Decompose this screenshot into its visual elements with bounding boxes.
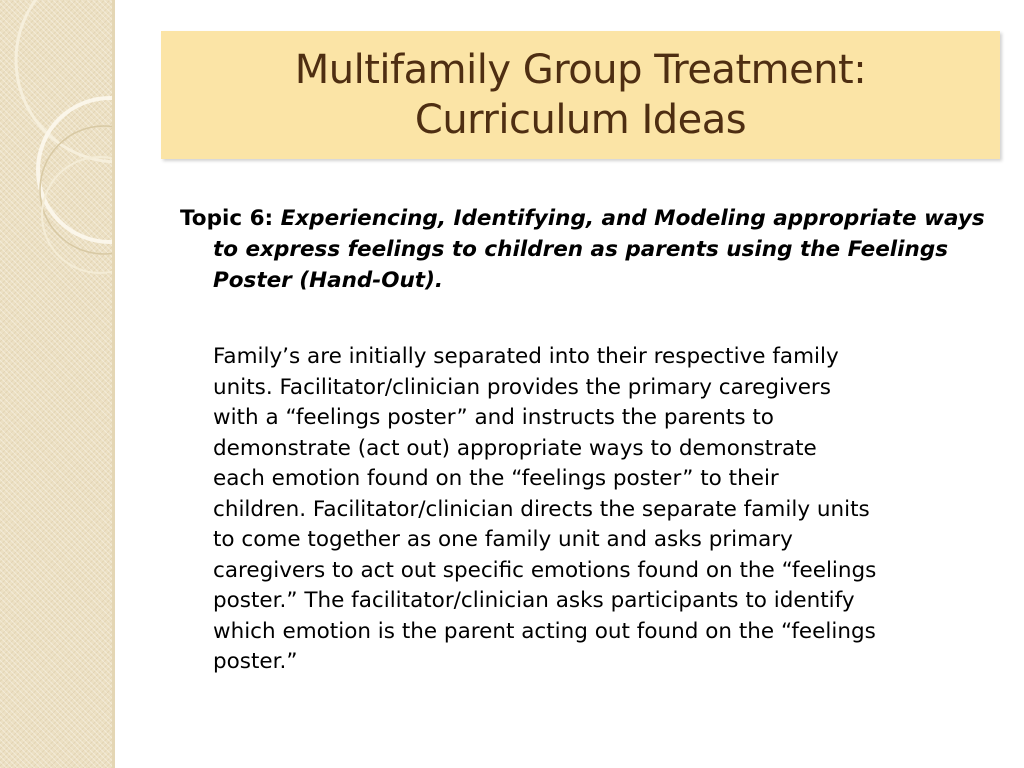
- body-line: to come together as one family unit and asks primary: [213, 527, 793, 552]
- body-line: children. Facilitator/clinician directs the separate family units: [213, 496, 870, 522]
- topic-label: Topic 6:: [180, 206, 281, 231]
- body-line: which emotion is the parent acting out found on the “feelings: [213, 618, 876, 644]
- topic-heading: [180, 203, 1000, 296]
- body-line: poster.”: [213, 649, 298, 674]
- topic-description: Experiencing, Identifying, and Modeling appropriate ways to express feelings to children as parents using the Feelings Poster (Hand-Out).: [213, 206, 985, 293]
- title-banner: [161, 31, 1000, 159]
- slide-title-line-1: Multifamily Group Treatment:: [294, 47, 867, 93]
- decorative-side-band: [0, 0, 112, 768]
- side-band-edge: [112, 0, 115, 768]
- body-line: caregivers to act out specific emotions found on the “feelings: [213, 557, 877, 583]
- body-line: units. Facilitator/clinician provides the primary caregivers: [213, 374, 831, 400]
- body-line: poster.” The facilitator/clinician asks participants to identify: [213, 588, 855, 613]
- body-line: demonstrate (act out) appropriate ways to demonstrate: [213, 435, 817, 461]
- slide-content: [180, 203, 1000, 678]
- body-line: each emotion found on the “feelings poster” to their: [213, 466, 779, 491]
- slide-title-line-2: Curriculum Ideas: [414, 97, 747, 143]
- body-line: with a “feelings poster” and instructs the parents to: [213, 405, 774, 430]
- decorative-circles: [0, 0, 112, 768]
- body-line: Family’s are initially separated into their respective family: [213, 344, 839, 369]
- body-paragraph: [213, 342, 1000, 678]
